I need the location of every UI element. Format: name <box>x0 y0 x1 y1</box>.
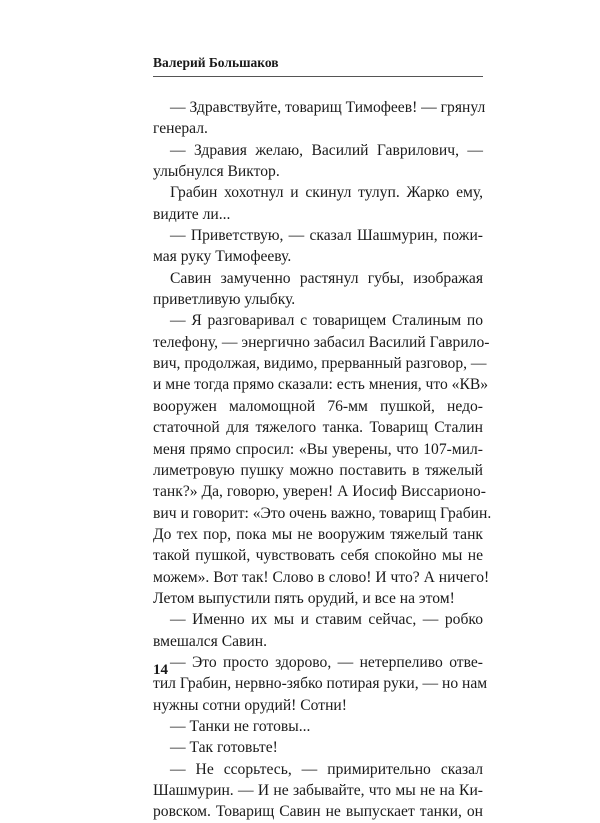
text-line: такой пушкой, чувствовать себя спокойно мы не <box>153 547 483 565</box>
text-line: вич, продолжая, видимо, прерванный разговор, — <box>153 355 487 373</box>
text-line: танк?» Да, говорю, уверен! А Иосиф Виссарионо- <box>153 483 486 501</box>
text-line: Шашмурин. — И не забывайте, что мы не на Ки- <box>153 782 483 799</box>
text-line: мая руку Тимофееву. <box>153 248 292 266</box>
text-line: и мне тогда прямо сказали: есть мнения, что «КВ» <box>153 376 489 394</box>
text-line: Савин замученно растянул губы, изображая <box>170 269 483 287</box>
text-line: нужны сотни орудий! Сотни! <box>153 696 347 714</box>
text-line: — Здравствуйте, товарищ Тимофеев! — грянул <box>170 99 486 116</box>
text-line: ровском. Товарищ Савин не выпускает танки, он <box>153 803 483 821</box>
text-line: телефону, — энергично забасил Василий Гаврило- <box>153 333 490 351</box>
text-line: можем». Вот так! Слово в слово! И что? А ничего! <box>153 568 490 586</box>
text-line: — Именно их мы и ставим сейчас, — робко <box>170 611 483 629</box>
text-line: Летом выпустили пять орудий, и все на этом! <box>153 589 455 607</box>
text-line: видите ли... <box>153 205 231 223</box>
text-line: приветливую улыбку. <box>153 291 296 309</box>
text-line: Грабин хохотнул и скинул тулуп. Жарко ему, <box>170 184 483 202</box>
header-rule <box>153 76 483 77</box>
body-text <box>153 97 492 823</box>
text-line: — Танки не готовы... <box>170 717 311 735</box>
text-line: статочной для тяжелого танка. Товарищ Сталин <box>153 419 483 437</box>
text-line: — Это просто здорово, — нетерпеливо отве- <box>170 653 483 671</box>
text-line: — Приветствую, — сказал Шашмурин, пожи- <box>170 227 483 245</box>
text-line: — Не ссорьтесь, — примирительно сказал <box>170 760 483 778</box>
text-line: тил Грабин, нервно-зябко потирая руки, — но нам <box>153 675 488 693</box>
text-line: генерал. <box>153 120 208 138</box>
text-line: меня прямо спросил: «Вы уверены, что 107-мил- <box>153 440 483 458</box>
text-line: лиметровую пушку можно поставить в тяжелый <box>153 461 483 479</box>
text-line: — Я разговаривал с товарищем Сталиным по <box>170 312 483 330</box>
text-line: вич и говорит: «Это очень важно, товарищ Грабин. <box>153 504 492 522</box>
text-line: вмешался Савин. <box>153 632 267 650</box>
text-line: — Так готовьте! <box>170 739 278 757</box>
text-line: — Здравия желаю, Василий Гаврилович, — <box>170 141 483 159</box>
text-line: улыбнулся Виктор. <box>153 163 280 181</box>
text-line: До тех пор, пока мы не вооружим тяжелый танк <box>153 525 483 543</box>
text-line: вооружен маломощной 76-мм пушкой, недо- <box>153 397 483 415</box>
running-header: Валерий Большаков <box>153 55 279 70</box>
page-number: 14 <box>153 662 168 678</box>
